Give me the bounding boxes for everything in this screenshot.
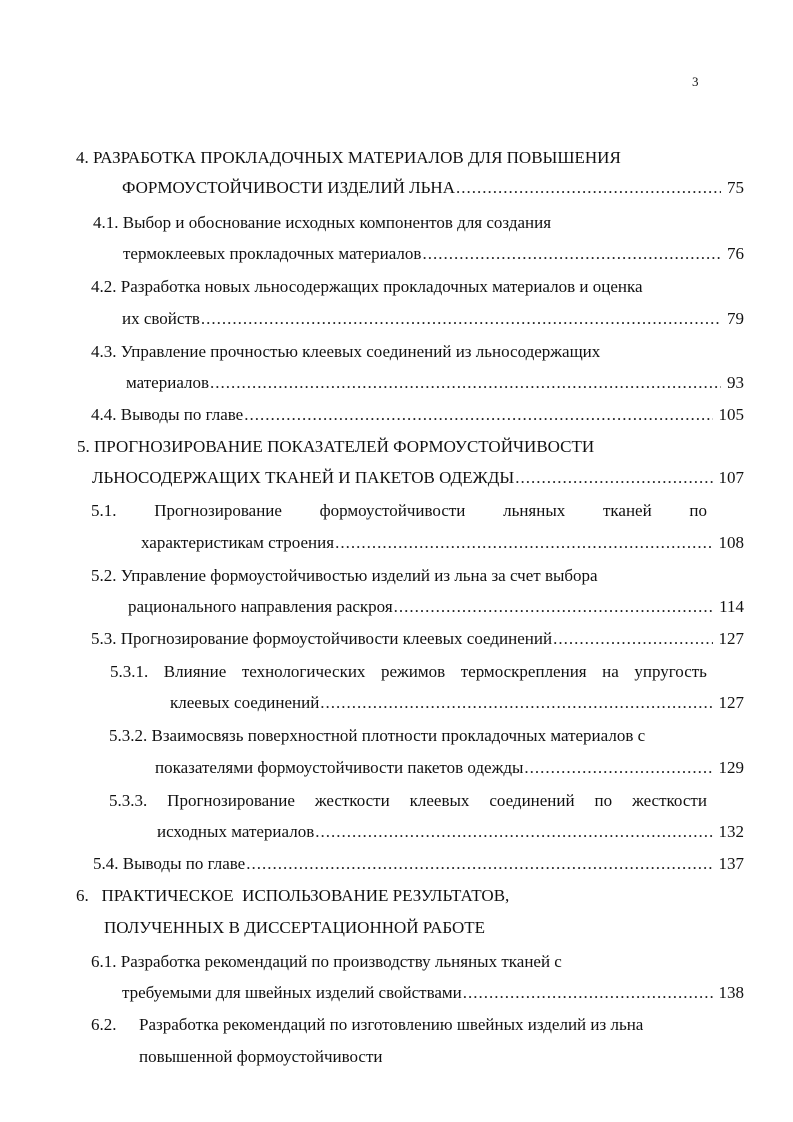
word: соединений [489, 791, 575, 810]
section-5-2-title-line2: рационального направления раскроя [128, 597, 393, 616]
word: термоскрепления [460, 662, 587, 681]
word: формоустойчивости [319, 501, 466, 520]
dot-leader [422, 243, 721, 265]
section-5-3-2-title-line2: показателями формоустойчивости пакетов одежды [155, 758, 524, 777]
chapter-4-title-line2: ФОРМОУСТОЙЧИВОСТИ ИЗДЕЛИЙ ЛЬНА [122, 178, 455, 197]
section-5-3-2-title: 5.3.2. Взаимосвязь поверхностной плотности прокладочных материалов с [109, 726, 646, 745]
word: тканей [602, 501, 652, 520]
word: технологических [241, 662, 366, 681]
section-6-1-entry [122, 982, 744, 1004]
dot-leader [201, 308, 721, 330]
section-5-4-entry [93, 853, 744, 875]
word: жесткости [632, 791, 707, 810]
word: упругость [634, 662, 707, 681]
section-6-2-title: Разработка рекомендаций по изготовлению швейных изделий из льна [139, 1015, 644, 1034]
dot-leader [335, 532, 712, 554]
section-5-3-2-page: 129 [718, 758, 744, 777]
section-6-2-title-line2: повышенной формоустойчивости [139, 1047, 383, 1066]
section-4-2-title-line2: их свойств [122, 309, 200, 328]
word: Прогнозирование [167, 791, 295, 810]
dot-leader [315, 821, 712, 843]
dot-leader [320, 692, 712, 714]
page-number: 3 [692, 74, 699, 89]
section-5-2-entry [128, 596, 744, 618]
chapter-4-title-cont [122, 177, 744, 199]
dot-leader [515, 467, 712, 489]
section-4-2-page: 79 [727, 309, 744, 328]
section-5-4-page: 137 [718, 854, 744, 873]
chapter-5-page: 107 [718, 468, 744, 487]
section-5-3-page: 127 [718, 629, 744, 648]
section-5-3-1-page: 127 [718, 693, 744, 712]
chapter-5-title-line2: ЛЬНОСОДЕРЖАЩИХ ТКАНЕЙ И ПАКЕТОВ ОДЕЖДЫ [92, 468, 515, 487]
dot-leader [246, 853, 712, 875]
chapter-4-title: 4. РАЗРАБОТКА ПРОКЛАДОЧНЫХ МАТЕРИАЛОВ ДЛЯ ПОВЫШЕНИЯ [76, 148, 621, 167]
section-4-2-title: 4.2. Разработка новых льносодержащих прокладочных материалов и оценка [91, 277, 643, 296]
section-5-3-3-title-line2: исходных материалов [157, 822, 315, 841]
section-5-3-1-entry [170, 692, 744, 714]
word: режимов [380, 662, 446, 681]
section-5-3-3-title [109, 790, 707, 812]
word: по [689, 501, 707, 520]
word: жесткости [314, 791, 390, 810]
section-5-3-entry [91, 628, 744, 650]
dot-leader [244, 404, 712, 426]
word: по [594, 791, 613, 810]
section-4-1-entry [123, 243, 744, 265]
section-5-1-page: 108 [718, 533, 744, 552]
word: 5.3.3. [109, 791, 148, 810]
section-4-3-entry [126, 372, 744, 394]
word: на [602, 662, 619, 681]
word: клеевых [409, 791, 470, 810]
section-4-1-page: 76 [727, 244, 744, 263]
section-6-2-number: 6.2. [91, 1015, 117, 1034]
section-4-4-page: 105 [718, 405, 744, 424]
word: 5.3.1. [110, 662, 149, 681]
section-4-3-title: 4.3. Управление прочностью клеевых соединений из льносодержащих [91, 342, 601, 361]
section-4-1-title-line2: термоклеевых прокладочных материалов [123, 244, 422, 263]
section-5-3-2-entry [155, 757, 744, 779]
dot-leader [394, 596, 713, 618]
section-6-1-page: 138 [718, 983, 744, 1002]
section-4-2-entry [122, 308, 744, 330]
chapter-6-title-line2: ПОЛУЧЕННЫХ В ДИССЕРТАЦИОННОЙ РАБОТЕ [104, 918, 486, 937]
word: льняных [503, 501, 566, 520]
dot-leader [553, 628, 712, 650]
section-5-3-3-entry [157, 821, 744, 843]
section-5-3-1-title [110, 661, 707, 683]
section-5-3-3-page: 132 [718, 822, 744, 841]
chapter-6-title: 6. ПРАКТИЧЕСКОЕ ИСПОЛЬЗОВАНИЕ РЕЗУЛЬТАТОВ, [76, 886, 510, 905]
section-4-4-entry [91, 404, 744, 426]
dot-leader [456, 177, 721, 199]
section-5-1-entry [141, 532, 744, 554]
section-5-3-title: 5.3. Прогнозирование формоустойчивости клеевых соединений [91, 629, 553, 648]
section-6-1-title-line2: требуемыми для швейных изделий свойствами [122, 983, 462, 1002]
dot-leader [210, 372, 721, 394]
word: Прогнозирование [154, 501, 282, 520]
word: 5.1. [91, 501, 117, 520]
dot-leader [524, 757, 712, 779]
chapter-5-title: 5. ПРОГНОЗИРОВАНИЕ ПОКАЗАТЕЛЕЙ ФОРМОУСТОЙЧИВОСТИ [77, 437, 595, 456]
word: Влияние [163, 662, 227, 681]
section-5-1-title [91, 500, 707, 522]
section-4-4-title: 4.4. Выводы по главе [91, 405, 244, 424]
section-5-2-page: 114 [719, 597, 744, 616]
section-5-4-title: 5.4. Выводы по главе [93, 854, 246, 873]
section-5-1-title-line2: характеристикам строения [141, 533, 335, 552]
section-4-3-title-line2: материалов [126, 373, 210, 392]
section-4-1-title: 4.1. Выбор и обоснование исходных компонентов для создания [93, 213, 552, 232]
section-5-2-title: 5.2. Управление формоустойчивостью изделий из льна за счет выбора [91, 566, 598, 585]
chapter-5-title-cont [92, 467, 744, 489]
chapter-4-page: 75 [727, 178, 744, 197]
dot-leader [463, 982, 713, 1004]
section-5-3-1-title-line2: клеевых соединений [170, 693, 320, 712]
section-4-3-page: 93 [727, 373, 744, 392]
section-6-1-title: 6.1. Разработка рекомендаций по производству льняных тканей с [91, 952, 562, 971]
